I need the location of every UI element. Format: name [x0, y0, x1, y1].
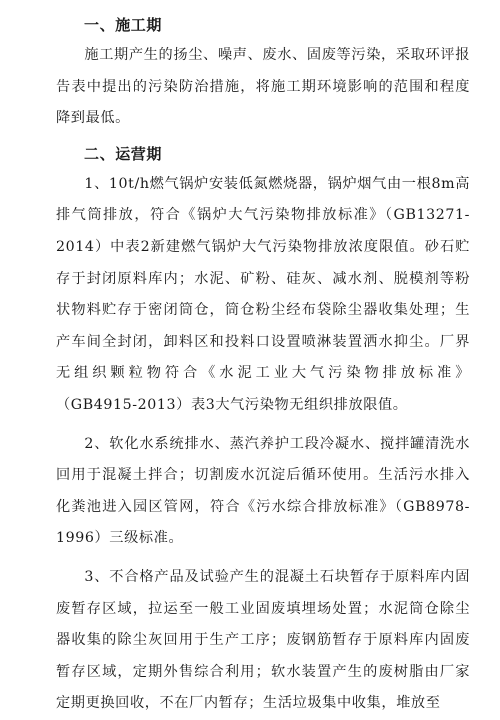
operation-paragraph-3: 3、不合格产品及试验产生的混凝土石块暂存于原料库内固废暂存区域，拉运至一般工业固废填埋场处置；水泥筒仓除尘器收集的除尘灰回用于生产工序；废钢筋暂存于原料库内固废暂存区域，定期外售综合利用；软水装置产生的废树脂由厂家定期更换回收，不在厂内暂存；生活垃圾集中收集，堆放至	[56, 568, 470, 712]
construction-paragraph: 施工期产生的扬尘、噪声、废水、固废等污染，采取环评报告表中提出的污染防治措施，将施工期环境影响的范围和程度降到最低。	[56, 47, 470, 127]
operation-paragraph-2: 2、软化水系统排水、蒸汽养护工段冷凝水、搅拌罐清洗水回用于混凝土拌合；切割废水沉淀后循环使用。生活污水排入化粪池进入园区管网，符合《污水综合排放标准》（GB8978-1996）三级标准。	[56, 435, 470, 547]
operation-paragraph-1: 1、10t/h燃气锅炉安装低氮燃烧器，锅炉烟气由一根8m高排气筒排放，符合《锅炉大气污染物排放标准》（GB13271-2014）中表2新建燃气锅炉大气污染物排放浓度限值。砂石贮存于封闭原料库内；水泥、矿粉、硅灰、减水剂、脱模剂等粉状物料贮存于密闭筒仓，筒仓粉尘经布袋除尘器收集处理；生产车间全封闭，卸料区和投料口设置喷淋装置洒水抑尘。厂界无组织颗粒物符合《水泥工业大气污染物排放标准》（GB4915-2013）表3大气污染物无组织排放限值。	[56, 175, 470, 413]
section-heading-operation: 二、运营期	[84, 144, 163, 163]
document-body	[56, 10, 470, 720]
section-heading-construction: 一、施工期	[84, 16, 163, 34]
